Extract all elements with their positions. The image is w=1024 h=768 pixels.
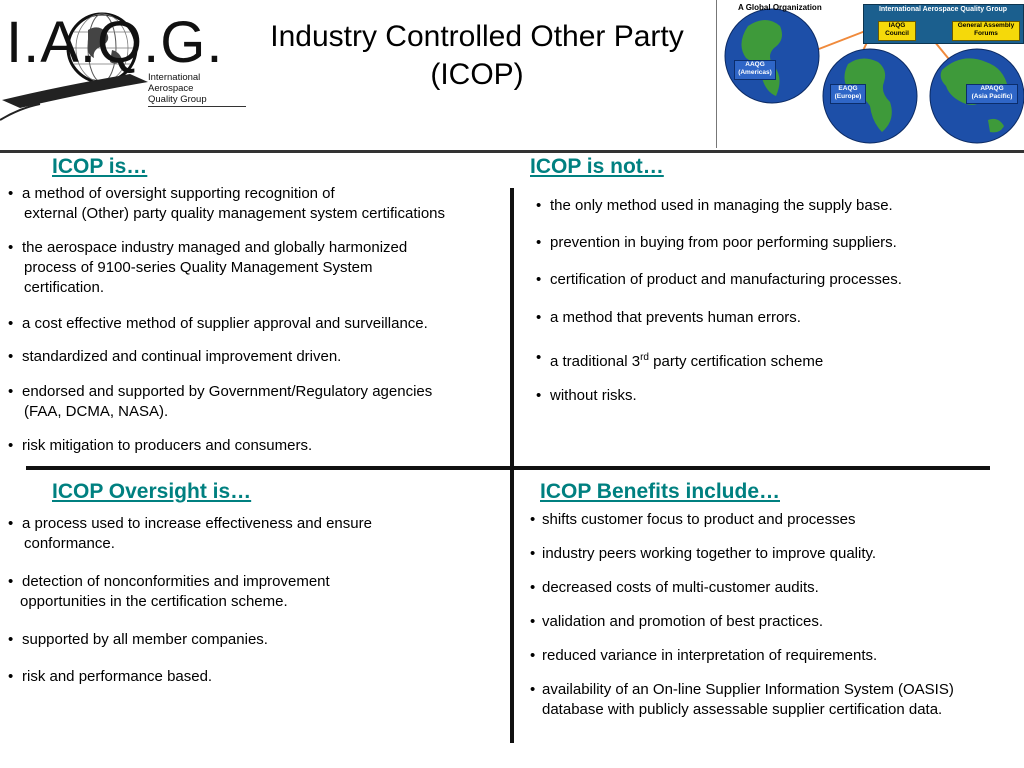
list-item: • risk mitigation to producers and consumers. bbox=[8, 437, 313, 454]
bullet-line: certification of product and manufacturing processes. bbox=[550, 271, 902, 288]
bullet-line: validation and promotion of best practices. bbox=[542, 613, 823, 630]
bullet-line: (FAA, DCMA, NASA). bbox=[24, 403, 169, 420]
bullet-line: certification. bbox=[24, 279, 105, 296]
bullet-line: a traditional 3rd party certification scheme bbox=[550, 352, 824, 370]
list-item: • the only method used in managing the supply base. bbox=[536, 197, 893, 214]
list-item: • availability of an On-line Supplier Information System (OASIS) database with publicly assessable supplier certification data. bbox=[530, 681, 954, 718]
list-item: • standardized and continual improvement driven. bbox=[8, 348, 342, 365]
region-area: (Asia Pacific) bbox=[971, 93, 1013, 100]
list-item: • industry peers working together to improve quality. bbox=[530, 545, 877, 562]
region-name: EAQG bbox=[838, 85, 858, 92]
header-rule bbox=[0, 150, 1024, 153]
box-line: IAQG bbox=[888, 22, 906, 29]
bullet-line: a cost effective method of supplier approval and surveillance. bbox=[22, 315, 428, 332]
section-title-icop-benefits: ICOP Benefits include… bbox=[540, 480, 780, 503]
list-item: • detection of nonconformities and improvement opportunities in the certification scheme. bbox=[8, 573, 330, 610]
section-title-icop-is: ICOP is… bbox=[52, 155, 148, 178]
iaqg-banner-title: International Aerospace Quality Group bbox=[878, 6, 1008, 13]
list-item: • certification of product and manufacturing processes. bbox=[536, 271, 902, 288]
bullet-line: decreased costs of multi-customer audits. bbox=[542, 579, 819, 596]
box-line: Forums bbox=[974, 30, 998, 37]
list-item: • decreased costs of multi-customer audits. bbox=[530, 579, 819, 596]
list-item: • shifts customer focus to product and processes bbox=[530, 511, 856, 528]
list-item: • reduced variance in interpretation of requirements. bbox=[530, 647, 878, 664]
list-item: • the aerospace industry managed and globally harmonized process of 9100-series Quality Management System certification. bbox=[8, 239, 408, 296]
header-divider bbox=[716, 0, 717, 148]
region-box-apaqg bbox=[966, 84, 1018, 104]
bullet-line: reduced variance in interpretation of requirements. bbox=[542, 647, 878, 664]
bullet-line: opportunities in the certification scheme. bbox=[20, 593, 288, 610]
list-item: • a method that prevents human errors. bbox=[536, 309, 801, 326]
box-line: Council bbox=[885, 30, 909, 37]
list-item: • endorsed and supported by Government/Regulatory agencies (FAA, DCMA, NASA). bbox=[8, 383, 433, 420]
logo-subtitle-line: Quality Group bbox=[148, 94, 207, 105]
list-item: • validation and promotion of best practices. bbox=[530, 613, 823, 630]
list-item: • a method of oversight supporting recognition of external (Other) party quality management system certifications bbox=[8, 185, 446, 222]
region-name: APAQG bbox=[980, 85, 1004, 92]
bullet-line: a process used to increase effectiveness and ensure bbox=[22, 515, 372, 532]
global-org-heading: A Global Organization bbox=[738, 3, 822, 12]
list-item: • risk and performance based. bbox=[8, 668, 213, 685]
bullet-line: industry peers working together to improve quality. bbox=[542, 545, 877, 562]
logo-subtitle-line: International Aerospace bbox=[148, 72, 201, 94]
bullet-line: a method that prevents human errors. bbox=[550, 309, 801, 326]
bullet-line: prevention in buying from poor performing suppliers. bbox=[550, 234, 897, 251]
bullet-line: external (Other) party quality management system certifications bbox=[24, 205, 446, 222]
section-title-icop-oversight: ICOP Oversight is… bbox=[52, 480, 252, 503]
bullet-line: standardized and continual improvement driven. bbox=[22, 348, 342, 365]
list-item: • a cost effective method of supplier approval and surveillance. bbox=[8, 315, 428, 332]
bullet-line: availability of an On-line Supplier Information System (OASIS) bbox=[542, 681, 954, 698]
bullet-line: endorsed and supported by Government/Regulatory agencies bbox=[22, 383, 433, 400]
title-line: (ICOP) bbox=[430, 58, 524, 91]
list-item: • prevention in buying from poor performing suppliers. bbox=[536, 234, 897, 251]
section-title-icop-is-not: ICOP is not… bbox=[530, 155, 664, 178]
bullet-line: shifts customer focus to product and processes bbox=[542, 511, 856, 528]
bullet-line: the aerospace industry managed and globally harmonized bbox=[22, 239, 408, 256]
region-box-aaqg bbox=[734, 60, 776, 80]
region-area: (Europe) bbox=[834, 93, 862, 100]
iaqg-logo bbox=[0, 0, 250, 125]
page-title bbox=[232, 18, 722, 94]
bullet-line: detection of nonconformities and improvement bbox=[22, 573, 330, 590]
box-line: General Assembly bbox=[957, 22, 1015, 29]
title-line: Industry Controlled Other Party bbox=[270, 20, 684, 53]
logo-letters: I.A.Q.G. bbox=[6, 10, 224, 75]
bullet-line: database with publicly assessable supplier certification data. bbox=[542, 701, 943, 718]
list-item: • supported by all member companies. bbox=[8, 631, 268, 648]
region-name: AAQG bbox=[745, 61, 765, 68]
region-area: (Americas) bbox=[738, 69, 772, 76]
bullet-line: without risks. bbox=[550, 387, 637, 404]
bullet-line: risk mitigation to producers and consumers. bbox=[22, 437, 313, 454]
bullet-line: the only method used in managing the supply base. bbox=[550, 197, 893, 214]
horizontal-divider bbox=[26, 466, 990, 470]
general-assembly-box bbox=[952, 21, 1020, 41]
iaqg-council-box bbox=[878, 21, 916, 41]
list-item: • without risks. bbox=[536, 387, 637, 404]
bullet-line: conformance. bbox=[24, 535, 115, 552]
bullet-line: a method of oversight supporting recognition of bbox=[22, 185, 335, 202]
list-item: • a traditional 3rd party certification scheme bbox=[536, 349, 824, 370]
region-box-eaqg bbox=[830, 84, 866, 104]
bullet-line: risk and performance based. bbox=[22, 668, 213, 685]
bullet-line: supported by all member companies. bbox=[22, 631, 268, 648]
list-item: • a process used to increase effectiveness and ensure conformance. bbox=[8, 515, 372, 552]
bullet-line: process of 9100-series Quality Management System bbox=[24, 259, 373, 276]
